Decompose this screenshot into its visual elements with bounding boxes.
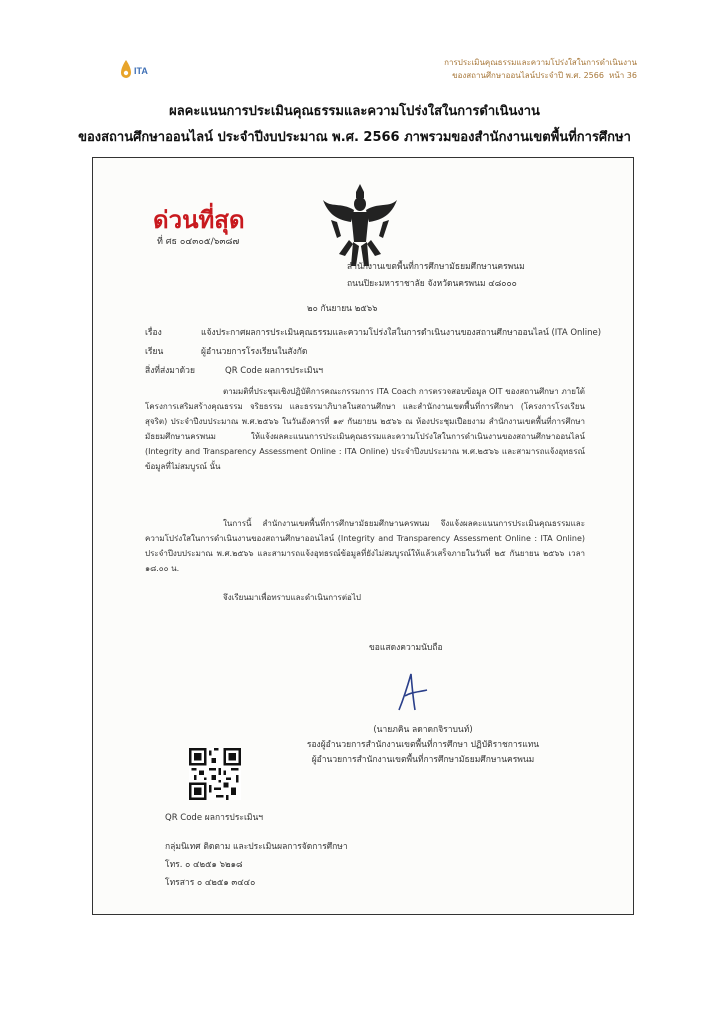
recipient-row bbox=[145, 344, 307, 358]
running-header bbox=[444, 56, 637, 82]
letter-date: ๒๐ กันยายน ๒๕๖๖ bbox=[307, 304, 378, 314]
telephone: โทร. ๐ ๔๒๕๑ ๖๒๑๘ bbox=[165, 860, 243, 870]
qr-caption: QR Code ผลการประเมินฯ bbox=[165, 813, 264, 823]
signer-title-1: รองผู้อำนวยการสำนักงานเขตพื้นที่การศึกษา ปฏิบัติราชการแทน bbox=[306, 740, 540, 750]
title-line2: ของสถานศึกษาออนไลน์ ประจำปีงบประมาณ พ.ศ. 2566 ภาพรวมของสำนักงานเขตพื้นที่การศึกษา bbox=[78, 130, 631, 145]
sender-office bbox=[347, 259, 525, 293]
paragraph-1: ตามมติที่ประชุมเชิงปฏิบัติการคณะกรรมการ ITA Coach การตรวจสอบข้อมูล OIT ของสถานศึกษา ภายใต้โครงการเสริมสร้างคุณธรรม จริยธรรม และธรรมาภิบาลในสถานศึกษา และสำนักงานเขตพื้นที่การศึกษา (โครงการโรงเรียนสุจริต) ประจำปีงบประมาณ พ.ศ.๒๕๖๖ ในวันอังคารที่ ๑๙ กันยายน ๒๕๖๖ ณ ห้องประชุมเปือยงาม สำนักงานเขตพื้นที่การศึกษามัธยมศึกษานครพนม ให้แจ้งผลคะแนนการประเมินคุณธรรมและความโปร่งใสในการดำเนินงานของสถานศึกษาออนไลน์ (Integrity and Transparency Assessment Online : ITA Online) ประจำปีงบประมาณ พ.ศ.๒๕๖๖ และสามารถแจ้งอุทธรณ์ข้อมูลที่ไม่สมบูรณ์ นั้น bbox=[145, 387, 585, 471]
ita-logo bbox=[118, 58, 156, 80]
signature bbox=[385, 670, 435, 716]
qr-code bbox=[189, 748, 241, 800]
reference-number: ที่ ศธ ๐๔๓๐๕/๖๓๘๗ bbox=[157, 237, 240, 247]
header-line2: ของสถานศึกษาออนไลน์ประจำปี พ.ศ. 2566 bbox=[452, 71, 604, 80]
recipient-label: เรียน bbox=[145, 347, 164, 357]
paragraph-3: จึงเรียนมาเพื่อทราบและดำเนินการต่อไป bbox=[223, 593, 361, 602]
signer-block bbox=[273, 723, 573, 768]
office-line2: ถนนปิยะมหาราชาลัย จังหวัดนครพนม ๔๘๐๐๐ bbox=[347, 279, 517, 289]
department: กลุ่มนิเทศ ติดตาม และประเมินผลการจัดการศึกษา bbox=[165, 842, 348, 852]
subject-label: เรื่อง bbox=[145, 328, 162, 338]
fax: โทรสาร ๐ ๔๒๕๑ ๓๔๔๐ bbox=[165, 878, 256, 888]
logo-text: ITA bbox=[134, 66, 148, 76]
scanned-letter bbox=[92, 157, 634, 915]
urgency-stamp: ด่วนที่สุด bbox=[153, 205, 245, 234]
recipient-text: ผู้อำนวยการโรงเรียนในสังกัด bbox=[201, 347, 308, 357]
signer-name: (นายภคิน ลดาดกจิราบนท์) bbox=[373, 725, 473, 735]
subject-row bbox=[145, 325, 601, 339]
attachment-row bbox=[145, 363, 323, 377]
page-number: หน้า 36 bbox=[609, 71, 637, 80]
signer-title-2: ผู้อำนวยการสำนักงานเขตพื้นที่การศึกษามัธยมศึกษานครพนม bbox=[311, 755, 535, 765]
attachment-label: สิ่งที่ส่งมาด้วย bbox=[145, 366, 195, 376]
closing-regards: ขอแสดงความนับถือ bbox=[369, 643, 443, 653]
header-line1: การประเมินคุณธรรมและความโปร่งใสในการดำเนินงาน bbox=[444, 58, 637, 67]
attachment-text: QR Code ผลการประเมินฯ bbox=[225, 366, 324, 376]
paragraph-2: ในการนี้ สำนักงานเขตพื้นที่การศึกษามัธยมศึกษานครพนม จึงแจ้งผลคะแนนการประเมินคุณธรรมและความโปร่งใสในการดำเนินงานของสถานศึกษาออนไลน์ (Integrity and Transparency Assessment Online : ITA Online) ประจำปีงบประมาณ พ.ศ.๒๕๖๖ และสามารถแจ้งอุทธรณ์ข้อมูลที่ยังไม่สมบูรณ์ให้แล้วเสร็จภายในวันที่ ๒๕ กันยายน ๒๕๖๖ เวลา ๑๘.๐๐ น. bbox=[145, 519, 585, 573]
subject-text: แจ้งประกาศผลการประเมินคุณธรรมและความโปร่งใสในการดำเนินงานของสถานศึกษาออนไลน์ (ITA Online) bbox=[201, 328, 602, 338]
contact-block bbox=[165, 838, 348, 892]
office-line1: สำนักงานเขตพื้นที่การศึกษามัธยมศึกษานครพนม bbox=[347, 262, 525, 272]
title-line1: ผลคะแนนการประเมินคุณธรรมและความโปร่งใสในการดำเนินงาน bbox=[169, 104, 540, 119]
